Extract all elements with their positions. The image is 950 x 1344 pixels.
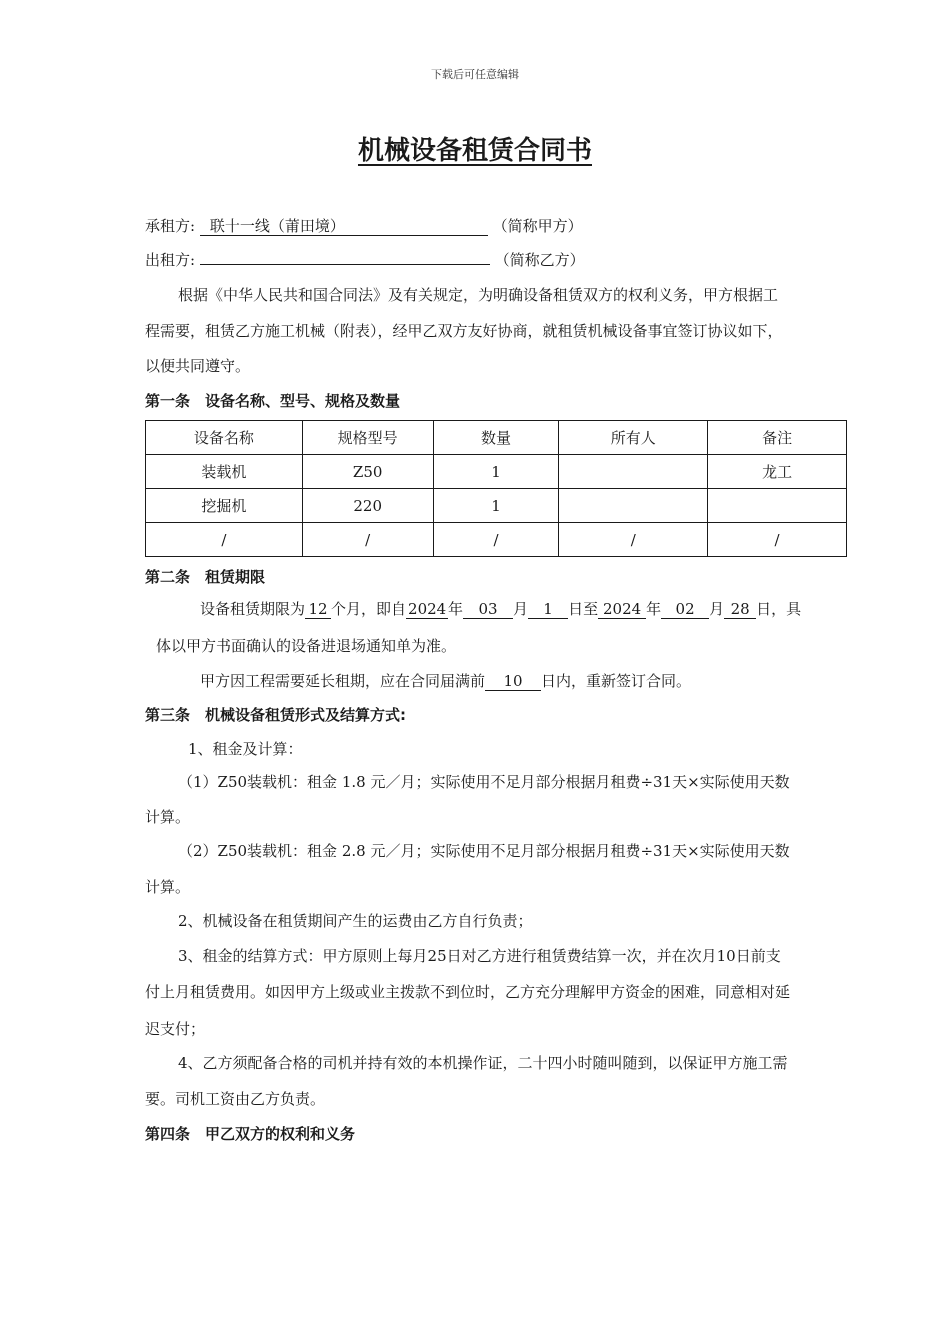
lease-term-text: 日，具 [756, 600, 802, 618]
table-cell: Z50 [302, 455, 433, 489]
lease-term-text: 年 [646, 600, 662, 618]
table-cell: / [146, 523, 303, 557]
equipment-table [145, 420, 847, 557]
article4-heading: 第四条 甲乙双方的权利和义务 [145, 1125, 356, 1143]
article3-item2: 2、机械设备在租赁期间产生的运费由乙方自行负责； [178, 912, 533, 930]
lessee-label: 承租方: [145, 217, 196, 235]
article3-sub2-line1: （2）Z50装载机：租金 2.8 元／月；实际使用不足月部分根据月租费÷31天×实际使用天数 [178, 842, 790, 860]
end-year: 2024 [598, 601, 646, 619]
lease-term-text: 个月，即自 [331, 600, 407, 618]
article2-heading: 第二条 租赁期限 [145, 568, 266, 586]
lease-term-line-2: 体以甲方书面确认的设备进退场通知单为准。 [156, 637, 457, 655]
table-cell: 1 [433, 455, 559, 489]
extension-line [200, 670, 691, 691]
table-row [146, 455, 847, 489]
lessee-value: 联十一线（莆田境） [200, 218, 488, 236]
end-month: 02 [661, 601, 709, 619]
intro-line-2: 程需要，租赁乙方施工机械（附表），经甲乙双方友好协商，就租赁机械设备事宜签订协议如下， [145, 322, 783, 340]
lessor-line [145, 249, 585, 270]
lease-months: 12 [305, 601, 331, 619]
lease-term-line [200, 598, 801, 619]
header-note: 下载后可任意编辑 [431, 68, 519, 81]
article3-sub2-line2: 计算。 [145, 878, 191, 896]
start-year: 2024 [408, 600, 447, 618]
table-cell: 龙工 [708, 455, 847, 489]
table-cell: / [433, 523, 559, 557]
table-cell: / [559, 523, 708, 557]
column-header: 设备名称 [146, 421, 303, 455]
article3-sub1-line1: （1）Z50装载机：租金 1.8 元／月；实际使用不足月部分根据月租费÷31天×实际使用天数 [178, 773, 790, 791]
table-cell: / [708, 523, 847, 557]
table-cell: / [302, 523, 433, 557]
column-header: 规格型号 [302, 421, 433, 455]
table-header-row [146, 421, 847, 455]
intro-line-3: 以便共同遵守。 [145, 357, 251, 375]
lease-term-text: 设备租赁期限为 [200, 600, 306, 618]
start-month: 03 [463, 601, 513, 619]
lessor-value [200, 264, 490, 265]
article3-heading: 第三条 机械设备租赁形式及结算方式: [145, 706, 407, 724]
extension-days: 10 [485, 673, 541, 691]
article3-sub1-line2: 计算。 [145, 808, 191, 826]
table-cell: 装载机 [146, 455, 303, 489]
table-cell [559, 455, 708, 489]
lease-term-text: 日至 [568, 600, 599, 618]
lessor-label: 出租方: [145, 251, 196, 269]
column-header: 备注 [708, 421, 847, 455]
extension-text: 日内，重新签订合同。 [541, 672, 692, 690]
document-title: 机械设备租赁合同书 [357, 136, 592, 166]
table-cell: 挖掘机 [146, 489, 303, 523]
column-header: 数量 [433, 421, 559, 455]
end-day: 28 [724, 601, 756, 619]
lessee-line [145, 215, 583, 236]
table-row [146, 523, 847, 557]
article3-item3-line3: 迟支付； [145, 1020, 206, 1038]
table-cell: 1 [433, 489, 559, 523]
lease-term-text: 年 [448, 600, 464, 618]
article3-item4-line1: 4、乙方须配备合格的司机并持有效的本机操作证，二十四小时随叫随到，以保证甲方施工需 [178, 1054, 788, 1072]
table-cell [708, 489, 847, 523]
article3-item3-line2: 付上月租赁费用。如因甲方上级或业主拨款不到位时，乙方充分理解甲方资金的困难，同意相对延 [145, 983, 791, 1001]
lease-term-text: 月 [513, 600, 529, 618]
article3-item4-line2: 要。司机工资由乙方负责。 [145, 1090, 326, 1108]
table-cell: 220 [302, 489, 433, 523]
extension-text: 甲方因工程需要延长租期，应在合同届满前 [200, 672, 486, 690]
lease-term-text: 月 [709, 600, 725, 618]
table-cell [559, 489, 708, 523]
article3-item3-line1: 3、租金的结算方式：甲方原则上每月25日对乙方进行租赁费结算一次，并在次月10日前支 [178, 947, 781, 965]
column-header: 所有人 [559, 421, 708, 455]
lessor-suffix: （简称乙方） [494, 251, 585, 269]
article1-heading: 第一条 设备名称、型号、规格及数量 [145, 392, 401, 410]
lessee-suffix: （简称甲方） [492, 217, 583, 235]
table-row [146, 489, 847, 523]
start-day: 1 [528, 601, 568, 619]
intro-line-1: 根据《中华人民共和国合同法》及有关规定，为明确设备租赁双方的权利义务，甲方根据工 [178, 286, 779, 304]
article3-item1: 1、租金及计算： [188, 740, 303, 758]
